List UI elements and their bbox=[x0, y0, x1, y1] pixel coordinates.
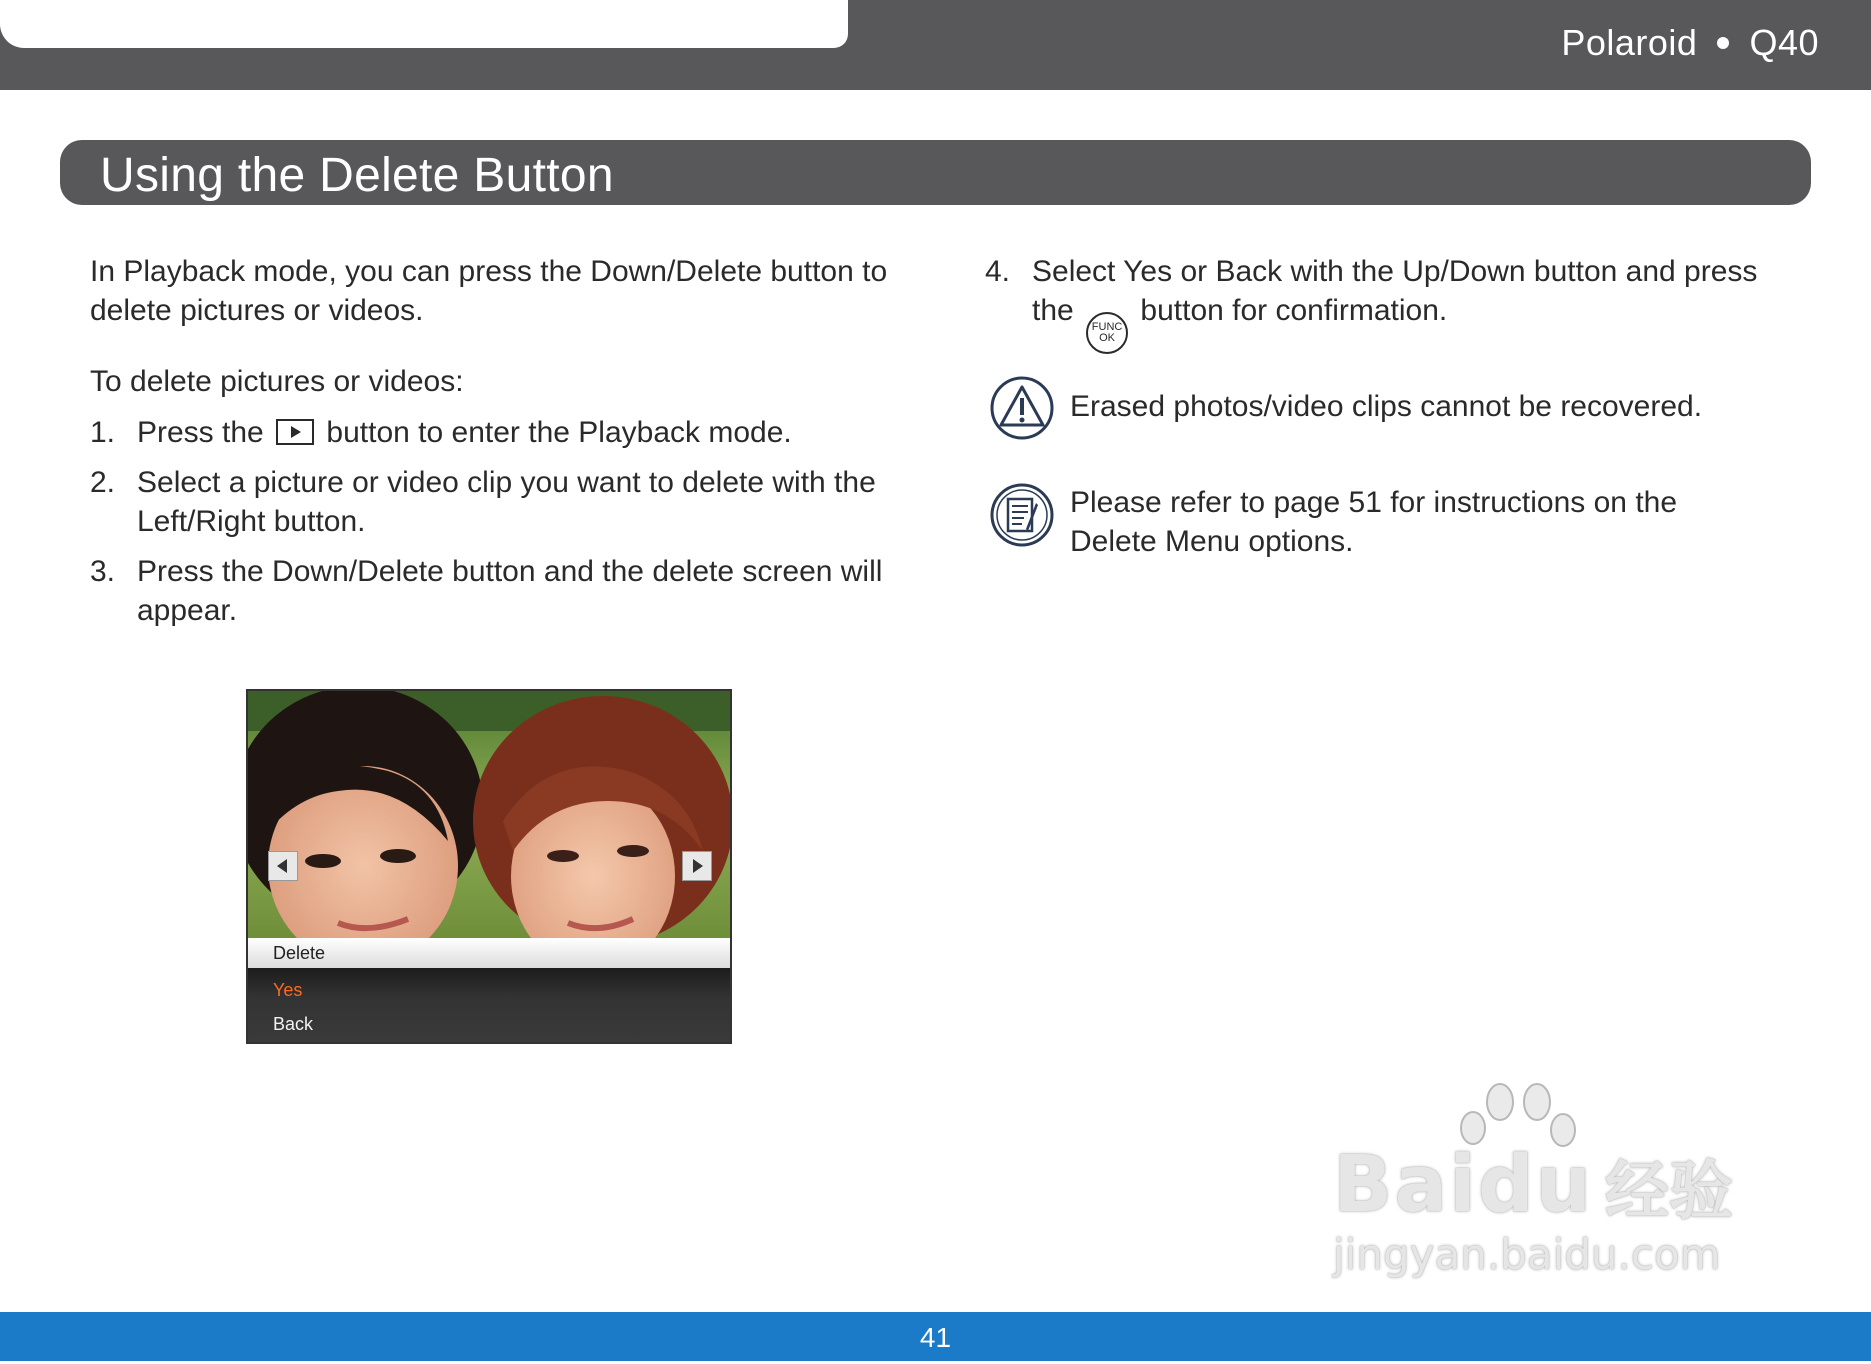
func-icon-bottom: OK bbox=[1099, 332, 1116, 344]
header-notch bbox=[0, 0, 848, 48]
cam-menu-title-text: Delete bbox=[273, 943, 326, 963]
model-name: Q40 bbox=[1749, 22, 1819, 63]
step-text: Select a picture or video clip you want to delete with the Left/Right button. bbox=[137, 466, 876, 538]
cam-left-arrow-icon bbox=[268, 851, 298, 881]
step-number: 1. bbox=[90, 416, 116, 449]
list-item bbox=[90, 552, 920, 630]
list-item bbox=[985, 252, 1785, 354]
func-icon-top: FUNC bbox=[1091, 321, 1123, 333]
brand-label bbox=[1561, 22, 1819, 64]
page-title: Using the Delete Button bbox=[100, 149, 614, 202]
steps-list-continued bbox=[985, 252, 1785, 354]
page-footer bbox=[0, 1312, 1871, 1361]
list-item bbox=[90, 463, 920, 541]
steps-list bbox=[90, 413, 920, 630]
steps-lead: To delete pictures or videos: bbox=[90, 365, 464, 398]
step-number: 2. bbox=[90, 466, 116, 499]
step-text-before: Press the bbox=[137, 416, 264, 449]
step-text-before: Select Yes or Back with the Up/Down button and press the bbox=[1032, 255, 1758, 327]
note-icon bbox=[990, 483, 1054, 547]
section-title-bar bbox=[60, 140, 1811, 205]
camera-screen-image bbox=[246, 689, 732, 1044]
brand-name: Polaroid bbox=[1561, 22, 1698, 63]
cam-option-yes: Yes bbox=[273, 980, 303, 1000]
warning-note bbox=[990, 376, 1790, 440]
playback-icon bbox=[276, 419, 314, 445]
cam-right-arrow-icon bbox=[682, 851, 712, 881]
intro-paragraph: In Playback mode, you can press the Down/Delete button to delete pictures or videos. bbox=[90, 255, 888, 327]
step-text-after: button for confirmation. bbox=[1140, 294, 1448, 327]
portrait-photo bbox=[248, 691, 730, 938]
watermark-url-text: jingyan.baidu.com bbox=[1333, 1230, 1721, 1279]
cam-option-back: Back bbox=[273, 1014, 314, 1034]
warning-icon bbox=[990, 376, 1054, 440]
func-ok-icon bbox=[1086, 312, 1128, 354]
right-column bbox=[985, 252, 1785, 365]
cam-menu-options bbox=[248, 968, 730, 1042]
warning-note-text: Erased photos/video clips cannot be recovered. bbox=[1070, 390, 1703, 423]
page-number: 41 bbox=[919, 1322, 952, 1353]
step-number: 3. bbox=[90, 555, 116, 588]
cam-menu-title bbox=[248, 938, 730, 968]
left-column bbox=[90, 252, 920, 641]
bullet-separator bbox=[1717, 37, 1729, 49]
list-item bbox=[90, 413, 920, 452]
step-number: 4. bbox=[985, 255, 1011, 288]
info-note bbox=[990, 483, 1790, 561]
info-note-text: Please refer to page 51 for instructions on the Delete Menu options. bbox=[1070, 486, 1678, 558]
watermark-cn-text: 经验 bbox=[1605, 1155, 1733, 1229]
step-text-after: button to enter the Playback mode. bbox=[326, 416, 792, 449]
baidu-watermark bbox=[1325, 1080, 1765, 1290]
step-text: Press the Down/Delete button and the delete screen will appear. bbox=[137, 555, 883, 627]
watermark-main-text: Baidu bbox=[1333, 1140, 1594, 1230]
